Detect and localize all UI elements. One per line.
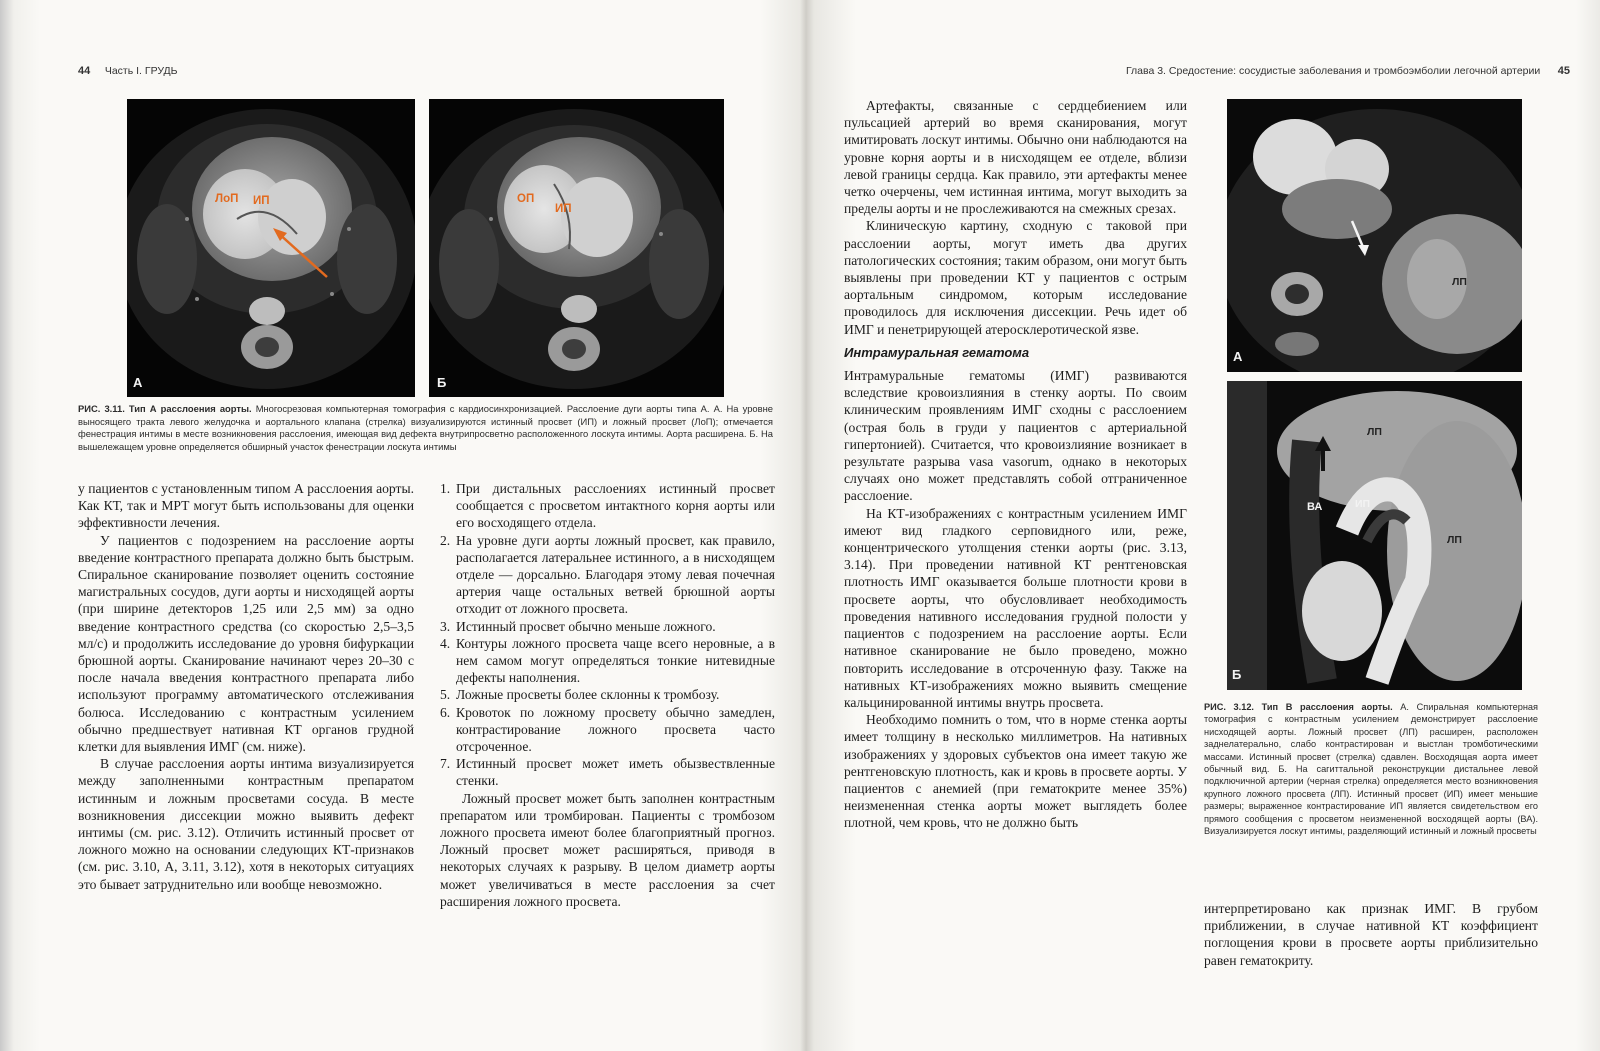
text-column-2 <box>440 480 775 910</box>
marker-lp-b-top: ЛП <box>1367 426 1382 438</box>
caption-title: РИС. 3.12. Тип В расслоения аорты. <box>1204 702 1393 712</box>
ct-scan-axial-3-12-a <box>1227 99 1522 372</box>
marker-lp-b-bottom: ЛП <box>1447 534 1462 546</box>
text-column-4 <box>1204 900 1538 969</box>
text-column-3 <box>844 97 1187 832</box>
marker-ip-b-right: ИП <box>1355 498 1371 510</box>
ct-image-3-12-a <box>1227 99 1522 372</box>
list-item: 3. Истинный просвет обычно меньше ложного. <box>440 618 716 634</box>
page-number-left: 44 <box>78 65 91 77</box>
right-page <box>806 0 1600 1051</box>
running-head-right-text: Глава 3. Средостение: сосудистые заболевания и тромбоэмболии легочной артерии <box>1125 65 1541 77</box>
ct-image-3-11-b <box>429 99 724 397</box>
caption-text: А. Спиральная компьютерная томография с контрастным усилением демонстрирует расслоение нисходящей аорты. Ложный просвет (ЛП) расширен, расположен заднелатерально, слабо контрастирован и выстлан тромботическими массами. Истинный просвет (стрелка) сдавлен. Восходящая аорта имеет обычный вид. Б. На сагиттальной реконструкции дистальнее левой подключичной артерии (черная стрелка) определяется место возникновения крупного ложного просвета (ЛП). Истинный просвет (ИП) имеет меньшие размеры; выраженное контрастирование ИП является свидетельством его прямого сообщения с просветом неизмененной восходящей аорты (ВА). Визуализируется лоскут интимы, разделяющий истинный и ложный просветы <box>1204 702 1538 837</box>
paragraph: Ложный просвет может быть заполнен контрастным препаратом или тромбирован. Пациенты с тромбозом ложного просвета имеют более благоприятный прогноз. Ложный просвет может расширяться, приводя в некоторых случаях к разрыву. В целом диаметр аорты может увеличиваться в месте расслоения за счет расширения ложного просвета. <box>440 790 775 909</box>
panel-label-a-right: А <box>1233 349 1243 364</box>
paragraph: Клиническую картину, сходную с таковой при расслоении аорты, могут иметь два других патологических состояния; таким образом, они могут быть выявлены при проведении КТ у пациентов с острым аортальным синдромом, которым исследование проводилось для исключения диссекции. Речь идет об ИМГ и пенетрирующей атеросклеротической язве. <box>844 218 1187 337</box>
marker-va: ВА <box>1307 501 1323 513</box>
marker-ip-b: ИП <box>555 203 572 215</box>
panel-label-b: Б <box>437 375 447 390</box>
figure-caption-3-11 <box>78 403 773 453</box>
paragraph: На КТ-изображениях с контрастным усилением ИМГ имеют вид гладкого серповидного или, реже, концентрического утолщения стенки аорты (рис. 3.13, 3.14). При проведении нативной КТ рентгеновская плотность ИМГ оказывается больше плотности крови в просвете аорты, что обусловливает необходимость проведения нативного исследования грудной полости у пациентов с подозрением на расслоение аорты. Если нативное сканирование не было проведено, можно повторить исследование в отсроченную фазу. Также на нативных КТ-изображениях можно выявить смещение кальцинированной интимы внутрь просвета. <box>844 505 1187 710</box>
list-item: 7. Истинный просвет может иметь обызвествленные стенки. <box>440 756 775 789</box>
paragraph: В случае расслоения аорты интима визуализируется между заполненными контрастным препаратом истинным и ложным просветами сосуда. В месте возникновения диссекции можно выявить дефект интимы (см. рис. 3.12). Отличить истинный просвет от ложного можно на основании следующих КТ-признаков (см. рис. 3.10, А, 3.11, 3.12), хотя в некоторых ситуациях это бывает затруднительно или вообще невозможно. <box>78 756 414 892</box>
paragraph: У пациентов с подозрением на расслоение аорты введение контрастного препарата должно быть быстрым. Спиральное сканирование позволяет оценить состояние магистральных сосудов, дуги аорты и нисходящей аорты (при ширине детекторов 1,25 или 2,5 мм) за одно введение контрастного средства (со скоростью 2,5–3,5 мл/с) и продолжить исследование до уровня бифуркации брюшной аорты. Сканирование начинают через 20–30 с после начала введения контрастного препарата либо используют программу автоматического отслеживания болюса. Исследованию с контрастным усилением обычно предшествует нативная КТ органов грудной клетки для выявления ИМГ (см. ниже). <box>78 532 414 755</box>
paragraph: Интрамуральные гематомы (ИМГ) развиваются вследствие кровоизлияния в стенку аорты. По своим клиническим проявлениям ИМГ сходны с расслоением (острая боль в груди у пациентов с артериальной гипертонией). Считается, что кровоизлияние возникает в результате разрыва vasa vasorum, однако в некоторых случаях оно может представлять собой отграниченное расслоение. <box>844 368 1187 504</box>
list-item: 2. На уровне дуги аорты ложный просвет, как правило, располагается латеральнее истинного, а в нисходящем отделе — дорсально. Благодаря этому левая почечная артерия чаще остальных ветвей брюшной аорты отходит от ложного просвета. <box>440 532 775 617</box>
running-head-right <box>1126 65 1570 77</box>
ct-scan-axial-b <box>429 99 724 397</box>
list-item: 6. Кровоток по ложному просвету обычно замедлен, контрастирование ложного просвета часто отсроченное. <box>440 704 775 755</box>
ct-image-3-11-a <box>127 99 415 397</box>
paragraph: Необходимо помнить о том, что в норме стенка аорты имеет толщину в несколько миллиметров. На нативных изображениях у здоровых субъектов она имеет такую же рентгеновскую плотность, как и кровь в просвете аорты. У пациентов с анемией (при гематокрите менее 35%) неизмененная стенка аорты может выглядеть более плотной, чем кровь, что не должно быть <box>844 712 1187 831</box>
figure-caption-3-12 <box>1204 701 1538 837</box>
caption-title: РИС. 3.11. Тип А расслоения аорты. <box>78 403 252 414</box>
panel-label-b-right: Б <box>1232 667 1242 682</box>
marker-lp-a: ЛП <box>1452 276 1467 288</box>
list-item: 5. Ложные просветы более склонны к тромбозу. <box>440 687 720 703</box>
ct-image-3-12-b <box>1227 381 1522 690</box>
paragraph: у пациентов с установленным типом А расслоения аорты. Как КТ, так и МРТ могут быть использованы для оценки эффективности лечения. <box>78 481 414 531</box>
running-head-left <box>78 65 178 77</box>
list-item: 1. При дистальных расслоениях истинный просвет сообщается с просветом интактного корня аорты или его восходящего отдела. <box>440 481 775 531</box>
panel-label-a: А <box>133 375 143 390</box>
ct-scan-axial-a <box>127 99 415 397</box>
paragraph: интерпретировано как признак ИМГ. В грубом приближении, в случае нативной КТ коэффициент поглощения крови в просвете аорты приблизительно равен гематокриту. <box>1204 901 1538 968</box>
marker-lop: ЛоП <box>215 193 239 205</box>
text-column-1 <box>78 480 414 893</box>
marker-op: ОП <box>517 193 535 205</box>
ct-signs-list <box>440 480 775 790</box>
running-head-left-text: Часть I. ГРУДЬ <box>104 65 178 77</box>
section-heading: Интрамуральная гематома <box>844 344 1030 360</box>
page-number-right: 45 <box>1557 65 1570 77</box>
caption-text: Многосрезовая компьютерная томография с кардиосинхронизацией. Расслоение дуги аорты типа А. А. На уровне выносящего тракта левого желудочка и аортального клапана (стрелка) визуализируются истинный просвет (ИП) и ложный просвет (ЛоП); отмечается фенестрация интимы в месте возникновения расслоения, имеющая вид дефекта внутрипросветно расположенного лоскута интимы. Аорта расширена. Б. На вышележащем уровне определяется обширный участок фенестрации лоскута интимы <box>78 403 773 452</box>
list-item: 4. Контуры ложного просвета чаще всего неровные, а в нем самом могут определяться тонкие нитевидные дефекты наполнения. <box>440 635 775 686</box>
paragraph: Артефакты, связанные с сердцебиением или пульсацией артерий во время сканирования, могут имитировать лоскут интимы. Обычно они наблюдаются на уровне корня аорты и в нисходящем ее отделе, вблизи левой границы сердца. Как правило, эти артефакты менее четко очерчены, чем истинная интима, могут выходить за пределы аорты и не прослеживаются на смежных срезах. <box>844 98 1187 217</box>
marker-ip: ИП <box>253 195 270 207</box>
